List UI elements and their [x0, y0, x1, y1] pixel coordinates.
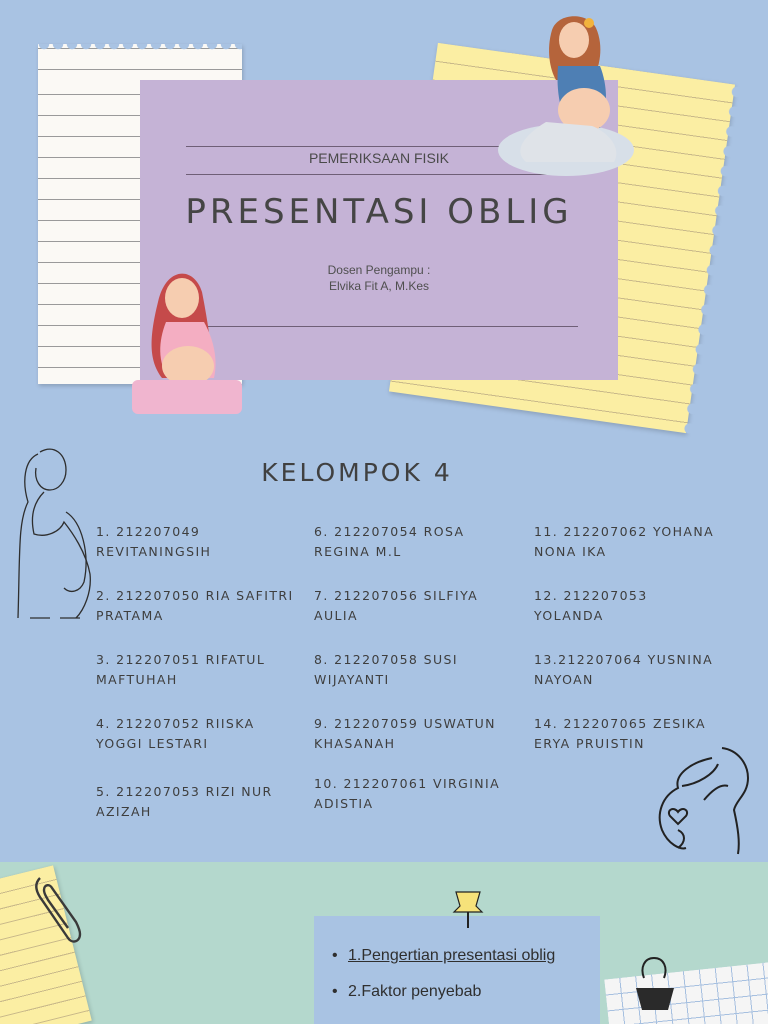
lecturer-name: Elvika Fit A, M.Kes	[328, 279, 430, 293]
list-item: 10. 212207061 VIRGINIA ADISTIA	[314, 776, 501, 811]
list-item: 9. 212207059 USWATUN KHASANAH	[314, 716, 496, 751]
pregnant-woman-sitting-icon	[496, 10, 646, 180]
page-title: PRESENTASI OBLIG	[185, 192, 573, 232]
outline-list	[332, 946, 582, 1018]
outline-item-definition[interactable]: • 1.Pengertian presentasi oblig	[332, 946, 582, 966]
outline-note	[314, 916, 600, 1024]
outline-item-causes: • 2.Faktor penyebab	[332, 982, 582, 1002]
list-item: 13.212207064 YUSNINA NAYOAN	[534, 652, 714, 687]
subject-label: PEMERIKSAAN FISIK	[308, 150, 450, 166]
list-item: 4. 212207052 RIISKA YOGGI LESTARI	[96, 716, 255, 751]
list-item: 12. 212207053 YOLANDA	[534, 588, 648, 623]
divider	[202, 326, 578, 327]
list-item: 11. 212207062 YOHANA NONA IKA	[534, 524, 715, 559]
paperclip-icon	[30, 870, 86, 950]
lecturer-label: Dosen Pengampu :	[327, 263, 431, 277]
pregnant-woman-sitting-icon	[128, 262, 244, 416]
list-item: 6. 212207054 ROSA REGINA M.L	[314, 524, 465, 559]
list-item: 7. 212207056 SILFIYA AULIA	[314, 588, 479, 623]
list-item: 8. 212207058 SUSI WIJAYANTI	[314, 652, 458, 687]
list-item: 1. 212207049 REVITANINGSIH	[96, 524, 212, 559]
list-item: 3. 212207051 RIFATUL MAFTUHAH	[96, 652, 266, 687]
pushpin-icon	[448, 882, 488, 930]
list-item: 5. 212207053 RIZI NUR AZIZAH	[96, 784, 273, 819]
list-item: 14. 212207065 ZESIKA ERYA PRUISTIN	[534, 716, 707, 751]
list-item: 2. 212207050 RIA SAFITRI PRATAMA	[96, 588, 294, 623]
pregnant-belly-heart-icon	[652, 744, 756, 856]
group-title: KELOMPOK 4	[261, 458, 453, 487]
binder-clip-icon	[630, 954, 680, 1014]
grid-paper-decoration	[604, 961, 768, 1024]
